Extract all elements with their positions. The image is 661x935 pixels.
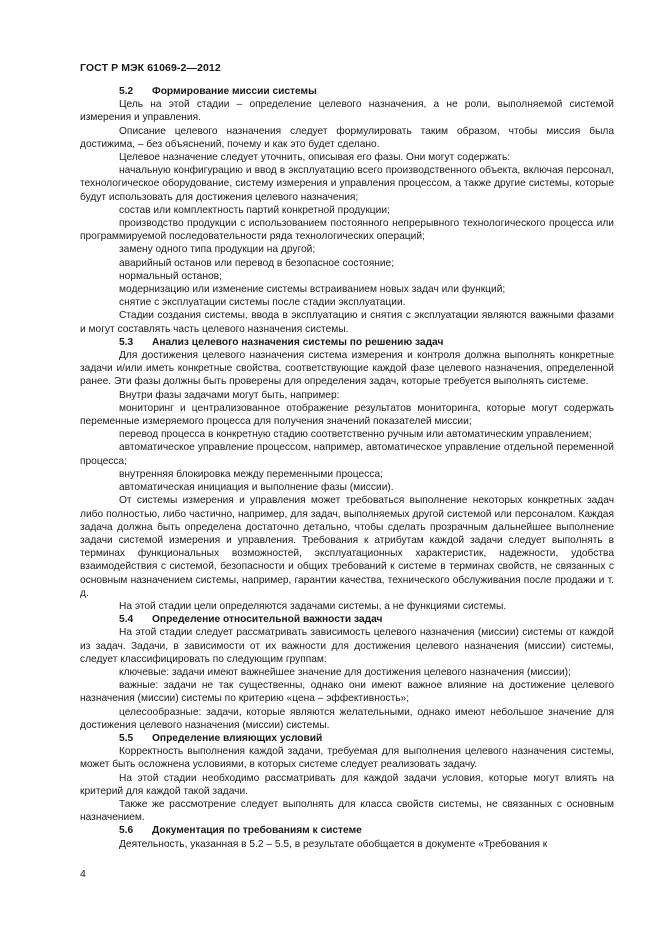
list-item: нормальный останов; [119,270,222,282]
paragraph: Деятельность, указанная в 5.2 – 5.5, в результате обобщается в документе «Требования к [119,838,548,850]
section-heading-5-2 [80,85,614,98]
list-item: целесообразные: задачи, которые являются желательными, однако имеют небольшое значение для достижения целевого назначения (миссии) системы. [80,706,614,731]
document-standard-title: ГОСТ Р МЭК 61069-2—2012 [80,62,221,74]
paragraph: Цель на этой стадии – определение целевого назначения, а не роли, выполняемой системой измерения и управления. [80,99,614,124]
page-number: 4 [80,868,86,880]
paragraph: От системы измерения и управления может требоваться выполнение некоторых конкретных задач либо полностью, либо частично, например, для задач, выполняемых другой системой или персоналом. Каждая задача должна быть определена достаточно детально, чтобы сделать прозрачным дальнейшее выполнение задачи системой измерения и управления. Требования к атрибутам каждой задачи следует выполнять в терминах функциональных возможностей, эксплуатационных характеристик, надежности, удобства взаимодействия с системой, безопасности и общих требований к системе в терминах свойств, не связанных с основным назначением системы, например, гарантии качества, технического обслуживания после продажи и т. д. [80,495,614,599]
list-item: начальную конфигурацию и ввод в эксплуатацию всего производственного объекта, включая персонал, технологическое оборудование, систему измерения и управления процессом, а также другие системы, которые будут использовать для достижения целевого назначения; [80,165,614,203]
list-item: мониторинг и централизованное отображение результатов мониторинга, которые могут содержать переменные измеряемого процесса для получения значений показателей миссии; [80,402,614,428]
paragraph: На этой стадии необходимо рассматривать для каждой задачи условия, которые могут влиять на критерий для каждой такой задачи. [80,772,614,797]
section-heading-5-5 [80,732,614,745]
section-heading-5-6 [80,824,614,837]
paragraph: Стадии создания системы, ввода в эксплуатацию и снятия с эксплуатации являются важными фазами и могут составлять часть целевого назначения системы. [80,310,614,335]
section-heading-5-3 [80,336,614,349]
paragraph: Внутри фазы задачами могут быть, например: [119,389,340,401]
section-title: Документация по требованиям к системе [152,825,362,837]
section-number: 5.4 [119,614,134,626]
list-item: производство продукции с использованием постоянного непрерывного технологического процесса или программируемой последовательности ряда технологических операций; [80,218,614,243]
section-heading-5-4 [80,613,614,626]
document-body [80,85,614,851]
list-item: ключевые: задачи имеют важнейшее значение для достижения целевого назначения (миссии); [119,666,571,678]
section-title: Определение относительной важности задач [152,614,383,626]
paragraph: Также же рассмотрение следует выполнять для класса свойств системы, не связанных с основным назначением. [80,798,614,824]
paragraph: Описание целевого назначения следует формулировать таким образом, чтобы миссия была достижима, – без объяснений, почему и как это будет сделано. [80,125,614,150]
paragraph: Корректность выполнения каждой задачи, требуемая для выполнения целевого назначения системы, может быть осложнена условиями, в которых системе следует реализовать задачу. [80,746,614,771]
paragraph: Для достижения целевого назначения система измерения и контроля должна выполнять конкретные задачи и/или иметь конкретные свойства, соответствующие каждой фазе целевого назначения, определенной ранее. Эти фазы должны быть проверены для определения задач, которые требуется выполнять системе. [80,350,614,388]
list-item: аварийный останов или перевод в безопасное состояние; [119,257,395,269]
list-item: замену одного типа продукции на другой; [119,244,316,256]
list-item: состав или комплектность партий конкретной продукции; [119,204,390,216]
section-title: Определение влияющих условий [152,732,323,744]
paragraph: На этой стадии следует рассматривать зависимость целевого назначения (миссии) системы от каждой из задач. Задачи, в зависимости от их важности для достижения целевого назначения (миссии) системы, следует классифицировать по следующим группам: [80,627,614,665]
section-number: 5.6 [119,825,134,837]
list-item: автоматическое управление процессом, например, автоматическое управление отдельной переменной процесса; [80,442,614,467]
list-item: перевод процесса в конкретную стадию соответственно ручным или автоматическим управлением; [119,429,592,441]
section-number: 5.2 [119,86,134,97]
paragraph: Целевое назначение следует уточнить, описывая его фазы. Они могут содержать: [119,152,511,164]
section-number: 5.3 [119,336,134,348]
list-item: важные: задачи не так существенны, однако они имеют важное влияние на достижение целевого назначения (миссии) системы по критерию «цена – эффективность»; [80,680,614,705]
section-number: 5.5 [119,732,134,744]
list-item: внутренняя блокировка между переменными процесса; [119,468,383,480]
section-title: Анализ целевого назначения системы по решению задач [152,336,444,348]
list-item: снятие с эксплуатации системы после стадии эксплуатации. [119,297,406,309]
paragraph: На этой стадии цели определяются задачами системы, а не функциями системы. [119,600,507,612]
section-title: Формирование миссии системы [152,86,317,97]
list-item: автоматическая инициация и выполнение фазы (миссии). [119,482,394,494]
list-item: модернизацию или изменение системы встраиванием новых задач или функций; [119,284,506,296]
